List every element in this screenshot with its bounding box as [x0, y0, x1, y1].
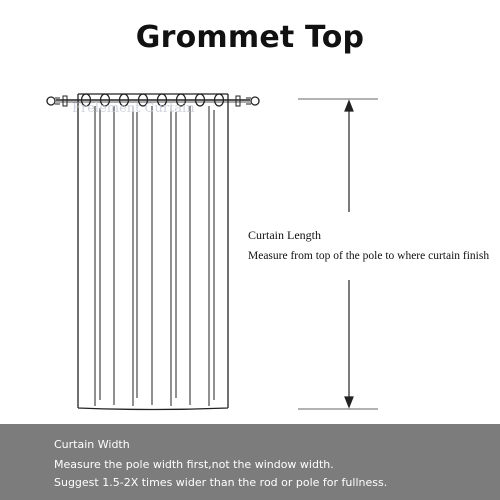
rod-finial-right	[246, 97, 259, 105]
watermark: Frelement Curtain	[72, 101, 195, 116]
curtain-length-description: Measure from top of the pole to where curtain finish	[248, 250, 490, 262]
curtain-length-label: Curtain Length	[248, 228, 321, 242]
length-arrow-bottom	[345, 280, 353, 407]
length-arrow-top	[345, 101, 353, 212]
curtain-folds	[95, 106, 214, 406]
curtain-width-suggestion: Suggest 1.5-2X times wider than the rod or pole for fullness.	[54, 476, 388, 489]
page-title: Grommet Top	[135, 20, 365, 55]
curtain-width-label: Curtain Width	[54, 438, 130, 451]
rod-finial-left	[47, 97, 60, 105]
curtain-width-instruction: Measure the pole width first,not the window width.	[54, 458, 334, 471]
